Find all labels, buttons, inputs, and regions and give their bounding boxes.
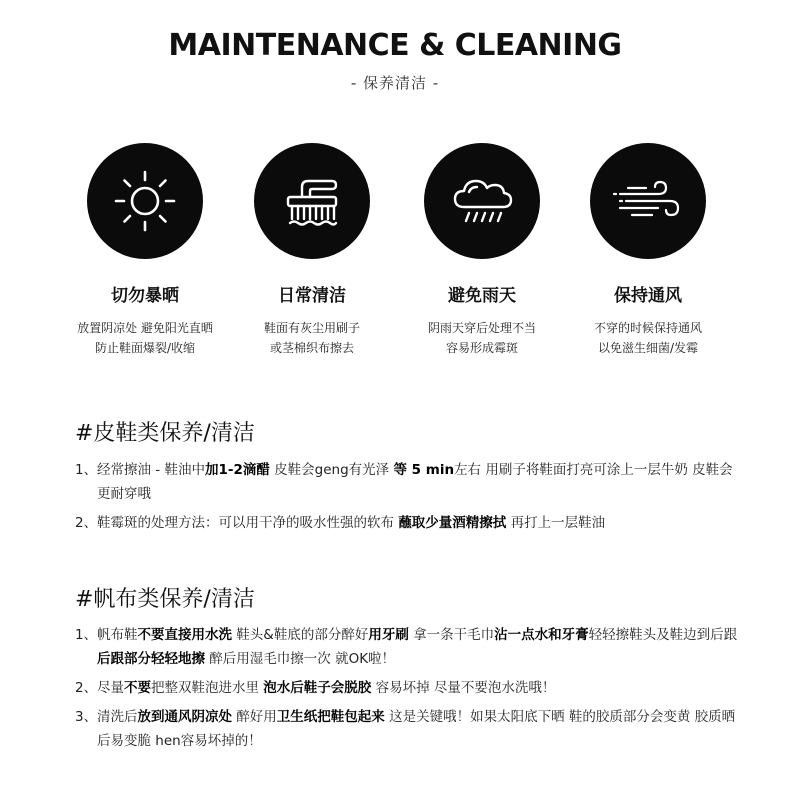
list-number: 1、 bbox=[75, 462, 98, 478]
care-desc-line: 鞋面有灰尘用刷子 bbox=[263, 321, 360, 335]
care-title: 切勿暴晒 bbox=[111, 286, 179, 306]
care-desc-line: 防止鞋面爆裂/收缩 bbox=[94, 341, 196, 355]
list-text: 鞋霉斑的处理方法：可以用干净的吸水性强的软布 蘸取少量酒精擦拭 再打上一层鞋油 bbox=[97, 515, 606, 531]
canvas-care-list bbox=[75, 623, 745, 758]
care-desc-line: 或茎棉织布擦去 bbox=[269, 341, 354, 355]
care-desc-line: 阴雨天穿后处理不当 bbox=[427, 321, 536, 335]
wind-icon bbox=[608, 161, 688, 241]
care-desc-line: 放置阴凉处 避免阳光直晒 bbox=[77, 321, 213, 335]
care-title: 日常清洁 bbox=[278, 286, 346, 306]
list-text: 尽量不要把整双鞋泡进水里 泡水后鞋子会脱胶 容易坏掉 尽量不要泡水洗哦！ bbox=[97, 680, 556, 696]
list-text: 经常擦油 - 鞋油中加1-2滴醋 皮鞋会geng有光泽 等 5 min左右 用刷子将鞋面打亮可涂上一层牛奶 皮鞋会更耐穿哦 bbox=[97, 462, 733, 502]
sun-icon bbox=[105, 161, 185, 241]
list-number: 1、 bbox=[75, 627, 98, 643]
care-item-sun bbox=[55, 143, 235, 358]
rain-cloud-icon bbox=[442, 161, 522, 241]
care-item-rain bbox=[392, 143, 572, 358]
page-title: MAINTENANCE & CLEANING bbox=[168, 28, 622, 63]
care-icon-circle bbox=[254, 143, 370, 259]
care-desc bbox=[222, 318, 402, 358]
care-desc-line: 不穿的时候保持通风 bbox=[593, 321, 702, 335]
care-icon-circle bbox=[87, 143, 203, 259]
list-item bbox=[75, 511, 745, 535]
care-title: 避免雨天 bbox=[448, 286, 516, 306]
care-desc bbox=[392, 318, 572, 358]
list-item bbox=[75, 458, 745, 506]
care-desc-line: 容易形成霉斑 bbox=[445, 341, 518, 355]
care-icon-circle bbox=[424, 143, 540, 259]
care-item-brush bbox=[222, 143, 402, 358]
care-item-wind bbox=[558, 143, 738, 358]
page-subtitle: - 保养清洁 - bbox=[350, 74, 440, 92]
list-number: 2、 bbox=[75, 515, 98, 531]
care-desc-line: 以免滋生细菌/发霉 bbox=[597, 341, 699, 355]
care-tips-row bbox=[0, 143, 790, 363]
care-desc bbox=[55, 318, 235, 358]
leather-section-heading: #皮鞋类保养/清洁 bbox=[75, 421, 255, 446]
list-item bbox=[75, 676, 745, 700]
leather-care-list bbox=[75, 458, 745, 540]
care-desc bbox=[558, 318, 738, 358]
list-number: 2、 bbox=[75, 680, 98, 696]
brush-icon bbox=[272, 161, 352, 241]
list-item bbox=[75, 705, 745, 753]
care-title: 保持通风 bbox=[614, 286, 682, 306]
list-text: 清洗后放到通风阴凉处 醉好用卫生纸把鞋包起来 这是关键哦！如果太阳底下晒 鞋的胶质部分会变黄 胶质晒后易变脆 hen容易坏掉的！ bbox=[97, 709, 736, 749]
list-item bbox=[75, 623, 745, 671]
canvas-section-heading: #帆布类保养/清洁 bbox=[75, 587, 255, 612]
list-text: 帆布鞋不要直接用水洗 鞋头&鞋底的部分醉好用牙刷 拿一条干毛巾沾一点水和牙膏轻轻擦鞋头及鞋边到后跟 后跟部分轻轻地擦 醉后用湿毛巾擦一次 就OK啦！ bbox=[97, 627, 738, 667]
list-number: 3、 bbox=[75, 709, 98, 725]
care-icon-circle bbox=[590, 143, 706, 259]
